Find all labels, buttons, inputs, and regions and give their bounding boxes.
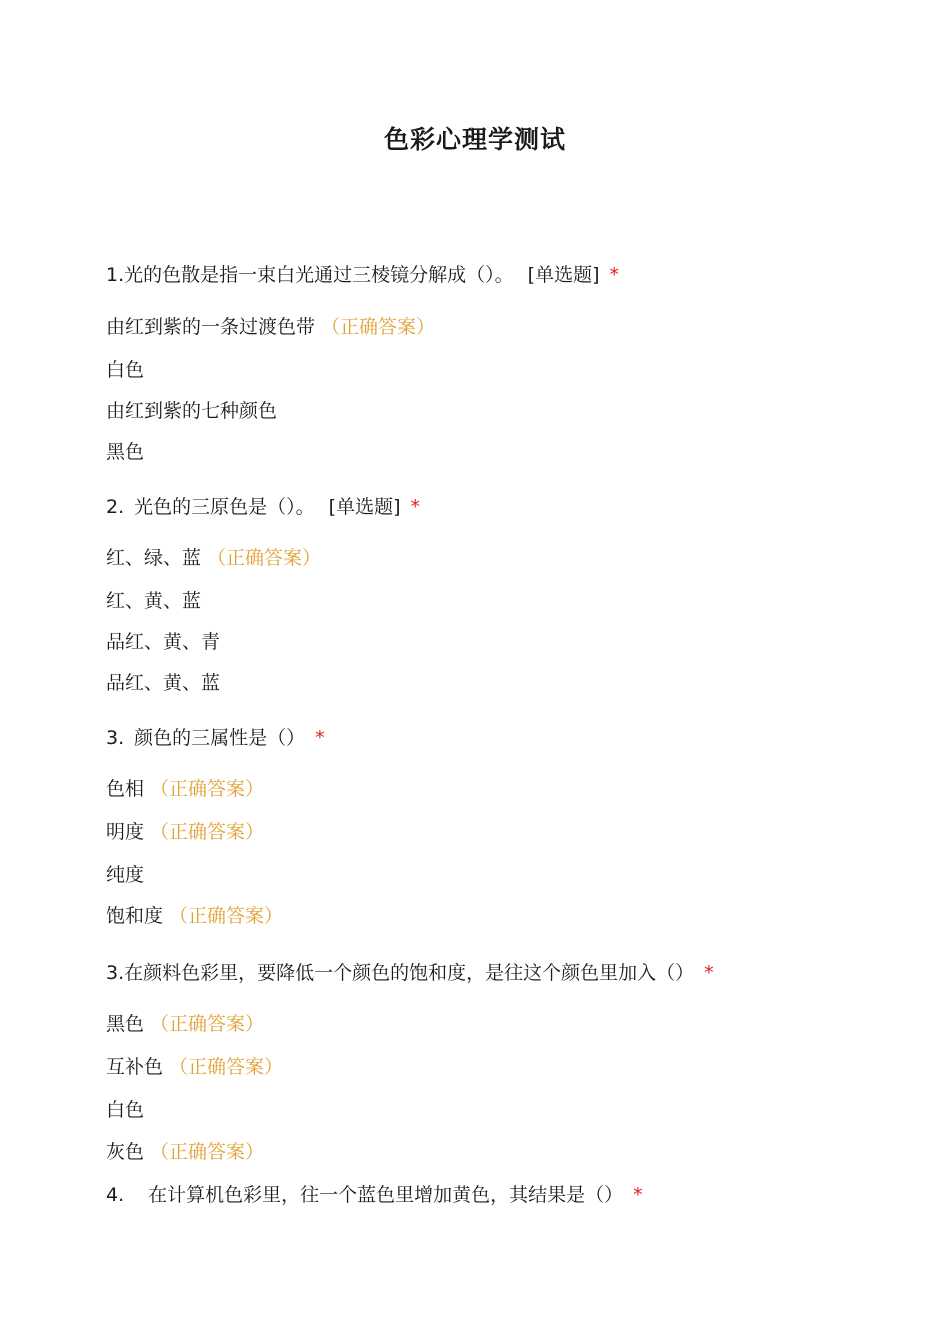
option-text: 黑色 <box>106 441 145 463</box>
option-item <box>106 439 144 465</box>
option-text: 明度 <box>106 821 145 843</box>
option-item <box>106 357 144 383</box>
option-item <box>106 1097 144 1123</box>
option-item <box>106 588 201 614</box>
required-star: * <box>315 727 325 749</box>
option-text: 白色 <box>106 359 145 381</box>
option-text: 灰色 <box>106 1141 145 1163</box>
option-text: 饱和度 <box>106 905 164 927</box>
option-item <box>106 670 220 696</box>
required-star: * <box>704 962 714 984</box>
question-text: 颜色的三属性是（） <box>134 727 306 749</box>
option-item <box>106 819 264 845</box>
question-4 <box>106 960 714 986</box>
correct-answer-tag: （正确答案） <box>150 821 265 843</box>
option-item <box>106 862 144 888</box>
option-text: 由红到紫的七种颜色 <box>106 400 278 422</box>
question-number: 2. <box>106 496 125 518</box>
option-item <box>106 545 321 571</box>
required-star: * <box>609 264 619 286</box>
question-number: 3. <box>106 962 125 984</box>
option-item <box>106 776 264 802</box>
question-number: 4. <box>106 1184 125 1206</box>
correct-answer-tag: （正确答案） <box>169 905 284 927</box>
option-item <box>106 1011 264 1037</box>
question-type-tag: [单选题] <box>328 496 401 518</box>
option-item <box>106 903 283 929</box>
option-item <box>106 398 277 424</box>
option-text: 互补色 <box>106 1056 164 1078</box>
question-number: 1. <box>106 264 125 286</box>
question-3 <box>106 725 325 751</box>
correct-answer-tag: （正确答案） <box>150 1141 265 1163</box>
option-item <box>106 629 220 655</box>
option-text: 白色 <box>106 1099 145 1121</box>
question-type-tag: [单选题] <box>527 264 600 286</box>
option-text: 由红到紫的一条过渡色带 <box>106 316 316 338</box>
question-1 <box>106 262 619 288</box>
question-5 <box>106 1182 643 1208</box>
option-text: 黑色 <box>106 1013 145 1035</box>
question-text: 在颜料色彩里，要降低一个颜色的饱和度，是往这个颜色里加入（） <box>124 962 695 984</box>
option-text: 红、绿、蓝 <box>106 547 202 569</box>
option-text: 红、黄、蓝 <box>106 590 202 612</box>
option-text: 色相 <box>106 778 145 800</box>
correct-answer-tag: （正确答案） <box>169 1056 284 1078</box>
option-item <box>106 1054 283 1080</box>
option-text: 品红、黄、蓝 <box>106 672 221 694</box>
question-text: 光的色散是指一束白光通过三棱镜分解成（）。 <box>124 264 514 286</box>
required-star: * <box>633 1184 643 1206</box>
question-2 <box>106 494 420 520</box>
option-text: 纯度 <box>106 864 145 886</box>
option-item <box>106 314 435 340</box>
question-number: 3. <box>106 727 125 749</box>
option-text: 品红、黄、青 <box>106 631 221 653</box>
option-item <box>106 1139 264 1165</box>
correct-answer-tag: （正确答案） <box>321 316 436 338</box>
question-text: 光色的三原色是（）。 <box>134 496 315 518</box>
required-star: * <box>410 496 420 518</box>
correct-answer-tag: （正确答案） <box>150 1013 265 1035</box>
page-title: 色彩心理学测试 <box>383 125 566 154</box>
correct-answer-tag: （正确答案） <box>207 547 322 569</box>
correct-answer-tag: （正确答案） <box>150 778 265 800</box>
question-text: 在计算机色彩里，往一个蓝色里增加黄色，其结果是（） <box>148 1184 624 1206</box>
